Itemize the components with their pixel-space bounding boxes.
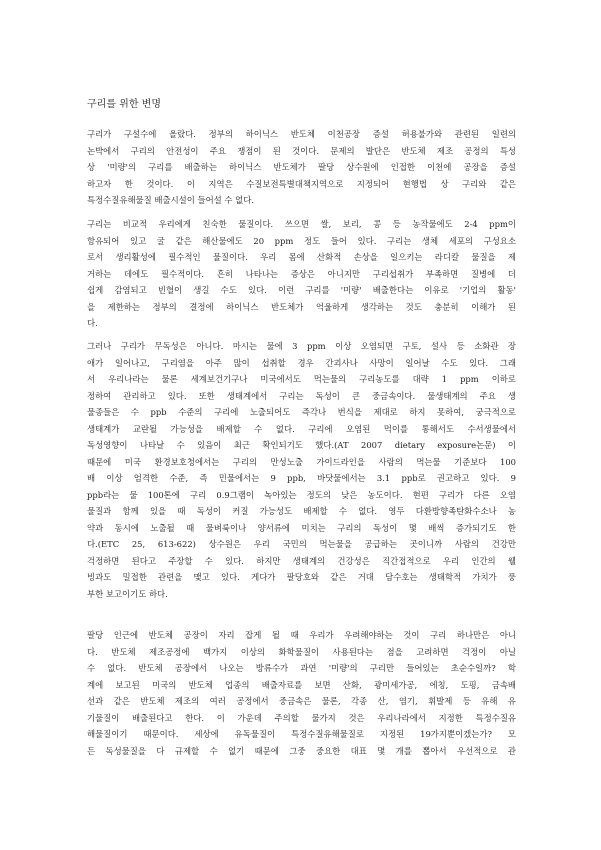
text-line: 논박에서 구리의 안전성이 주요 쟁점이 된 것이다. 문제의 발단은 반도체 제조 공정의 특성 — [87, 145, 516, 156]
text-line: 약과 동시에 노출될 때 물벼룩이나 양서류에 미치는 구리의 독성이 몇 배씩 증가되기도 한 — [87, 522, 516, 533]
text-line: 해물질이기 때문이다. 세상에 유독물질이 특정수질유해물질로 지정된 19가지뿐이겠는가? 모 — [87, 729, 516, 739]
text-line: 을 제한하는 정부의 결정에 하이닉스 반도체가 억울하게 생각하는 것도 충분히 이해가 된 — [87, 301, 516, 312]
text-line: 선과 같은 반도체 제조의 여러 공정에서 중금속은 물론, 각종 산, 염기, 휘발제 등 유해 유 — [87, 696, 516, 706]
text-line: 걱정하면 된다고 주장할 수 있다. 하지만 생태계의 건강성은 직간접적으로 우리 인간의 웰 — [87, 555, 516, 566]
text-line: 정하여 관리하고 있다. 또한 생태계에서 구리는 독성이 큰 중금속이다. 물생태계의 주요 생 — [87, 390, 516, 401]
text-line: 생태계가 교란될 가능성을 배제할 수 없다. 구리에 오염된 먹이를 통해서도 수서생물에서 — [87, 423, 516, 434]
text-line: 하고자 한 것이다. 이 지역은 수질보전특별대책지역으로 지정되어 현행법 상 구리와 같은 — [87, 178, 516, 189]
document-title: 구리를 위한 변명 — [87, 99, 161, 110]
text-line: 서 우리나라는 물론 세계보건기구나 미국에서도 먹는물의 구리농도를 대략 1 ppm 이하로 — [87, 374, 516, 384]
text-line: 구리는 비교적 우리에게 친숙한 물질이다. 쓰으면 쌀, 보리, 콩 등 농작물에도 2-4 ppm이 — [87, 219, 516, 229]
paragraph-2 — [87, 216, 516, 332]
text-line: 로서 생리활성에 필수적인 물질이다. 우리 몸에 산화적 손상을 일으키는 라디칼 물질을 제 — [87, 252, 516, 262]
text-line: 구리가 구설수에 올랐다. 정부의 하이닉스 반도체 이천공장 증설 허용불가와 관련된 일련의 — [87, 129, 516, 139]
text-line: 상 '미량'의 구리를 배출하는 하이닉스 반도체가 팔당 상수원에 인접한 이천에 공장을 증설 — [87, 162, 516, 172]
text-line: 다. — [87, 318, 98, 328]
text-line: 함유되어 있고 굴 같은 해산물에도 20 ppm 정도 들어 있다. 구리는 생체 세포의 구성요소 — [87, 235, 516, 246]
text-line: 특정수질유해물질 배출시설이 들어설 수 없다. — [87, 195, 255, 205]
text-line: 애가 일어나고, 구리염을 아주 많이 섭취할 경우 간괴사나 사망이 일어날 수도 있다. 그래 — [87, 357, 516, 368]
text-line: 물질과 함께 있을 때 독성이 커질 가능성도 배제할 수 없다. 영두 다환방향족탄화수소나 농 — [87, 506, 516, 516]
text-line: 부한 보고이기도 하다. — [87, 588, 168, 599]
text-line: 거하는 데에도 필수적이다. 흔히 나타나는 증상은 아니지만 구리섭취가 부족하면 질병에 더 — [87, 268, 516, 279]
text-line: 독성영향이 나타날 수 있음이 최근 확인되기도 했다.(AT 2007 dietary exposure논문) 이 — [87, 440, 516, 450]
text-line: 물종들은 수 ppb 수준의 구리에 노출되어도 즉각나 번식을 제대로 하지 못하여, 궁극적으로 — [87, 407, 516, 417]
text-line: 다. 반도체 제조공정에 백가지 이상의 화학물질이 사용된다는 점을 고려하면 걱정이 아닐 — [87, 646, 516, 657]
text-line: 빙과도 밀접한 관련을 맺고 있다. 게다가 팔당호와 같은 거대 담수호는 생태학적 가치가 풍 — [87, 572, 516, 582]
text-line: 다.(ETC 25, 613-622) 상수원은 우리 국민의 먹는물을 공급하는 곳이니까 사람의 건강만 — [87, 539, 516, 549]
text-line: 배 이상 엄격한 수준, 즉 민물에서는 9 ppb, 바닷물에서는 3.1 ppb로 권고하고 있다. 9 — [87, 473, 516, 483]
text-line: 팔당 인근에 반도체 공장이 자리 잡게 될 때 우리가 우려해야하는 것이 구리 하나만은 아니 — [87, 630, 516, 640]
text-line: 계에 보고된 미국의 반도체 업종의 배출자료를 보면 산화, 광미세가공, 에칭, 도핑, 금속배 — [87, 679, 516, 690]
text-line: 수 없다. 반도체 공장에서 나오는 방류수가 과연 '미량'의 구리만 들어있는 초순수일까? 학 — [87, 663, 516, 673]
text-line: 그러나 구리가 무독성은 아니다. 마시는 물에 3 ppm 이상 오염되면 구토, 설사 등 소화관 장 — [87, 341, 516, 351]
paragraph-1 — [87, 126, 516, 209]
text-line: 든 독성물질을 다 규제할 수 없기 때문에 그중 중요한 대표 몇 개를 뽑아서 우선적으로 관 — [87, 745, 516, 756]
text-line: 쉽게 감염되고 빈혈이 생길 수도 있다. 이런 구리를 '미량' 배출한다는 이유로 '기업의 활동' — [87, 285, 516, 295]
text-line: ppb라는 물 100톤에 구리 0.9그램이 녹아있는 정도의 낮은 농도이다. 현편 구리가 다른 오염 — [87, 489, 516, 500]
paragraph-3 — [87, 338, 516, 602]
text-line: 때문에 미국 환경보호청에서는 구리의 만성노출 가이드라인을 사람의 먹는물 기준보다 100 — [87, 456, 516, 467]
paragraph-4 — [87, 627, 516, 759]
text-line: 기물질이 배출된다고 한다. 이 가운데 주의할 물가지 것은 우리나라에서 지정한 특정수질유 — [87, 712, 516, 723]
